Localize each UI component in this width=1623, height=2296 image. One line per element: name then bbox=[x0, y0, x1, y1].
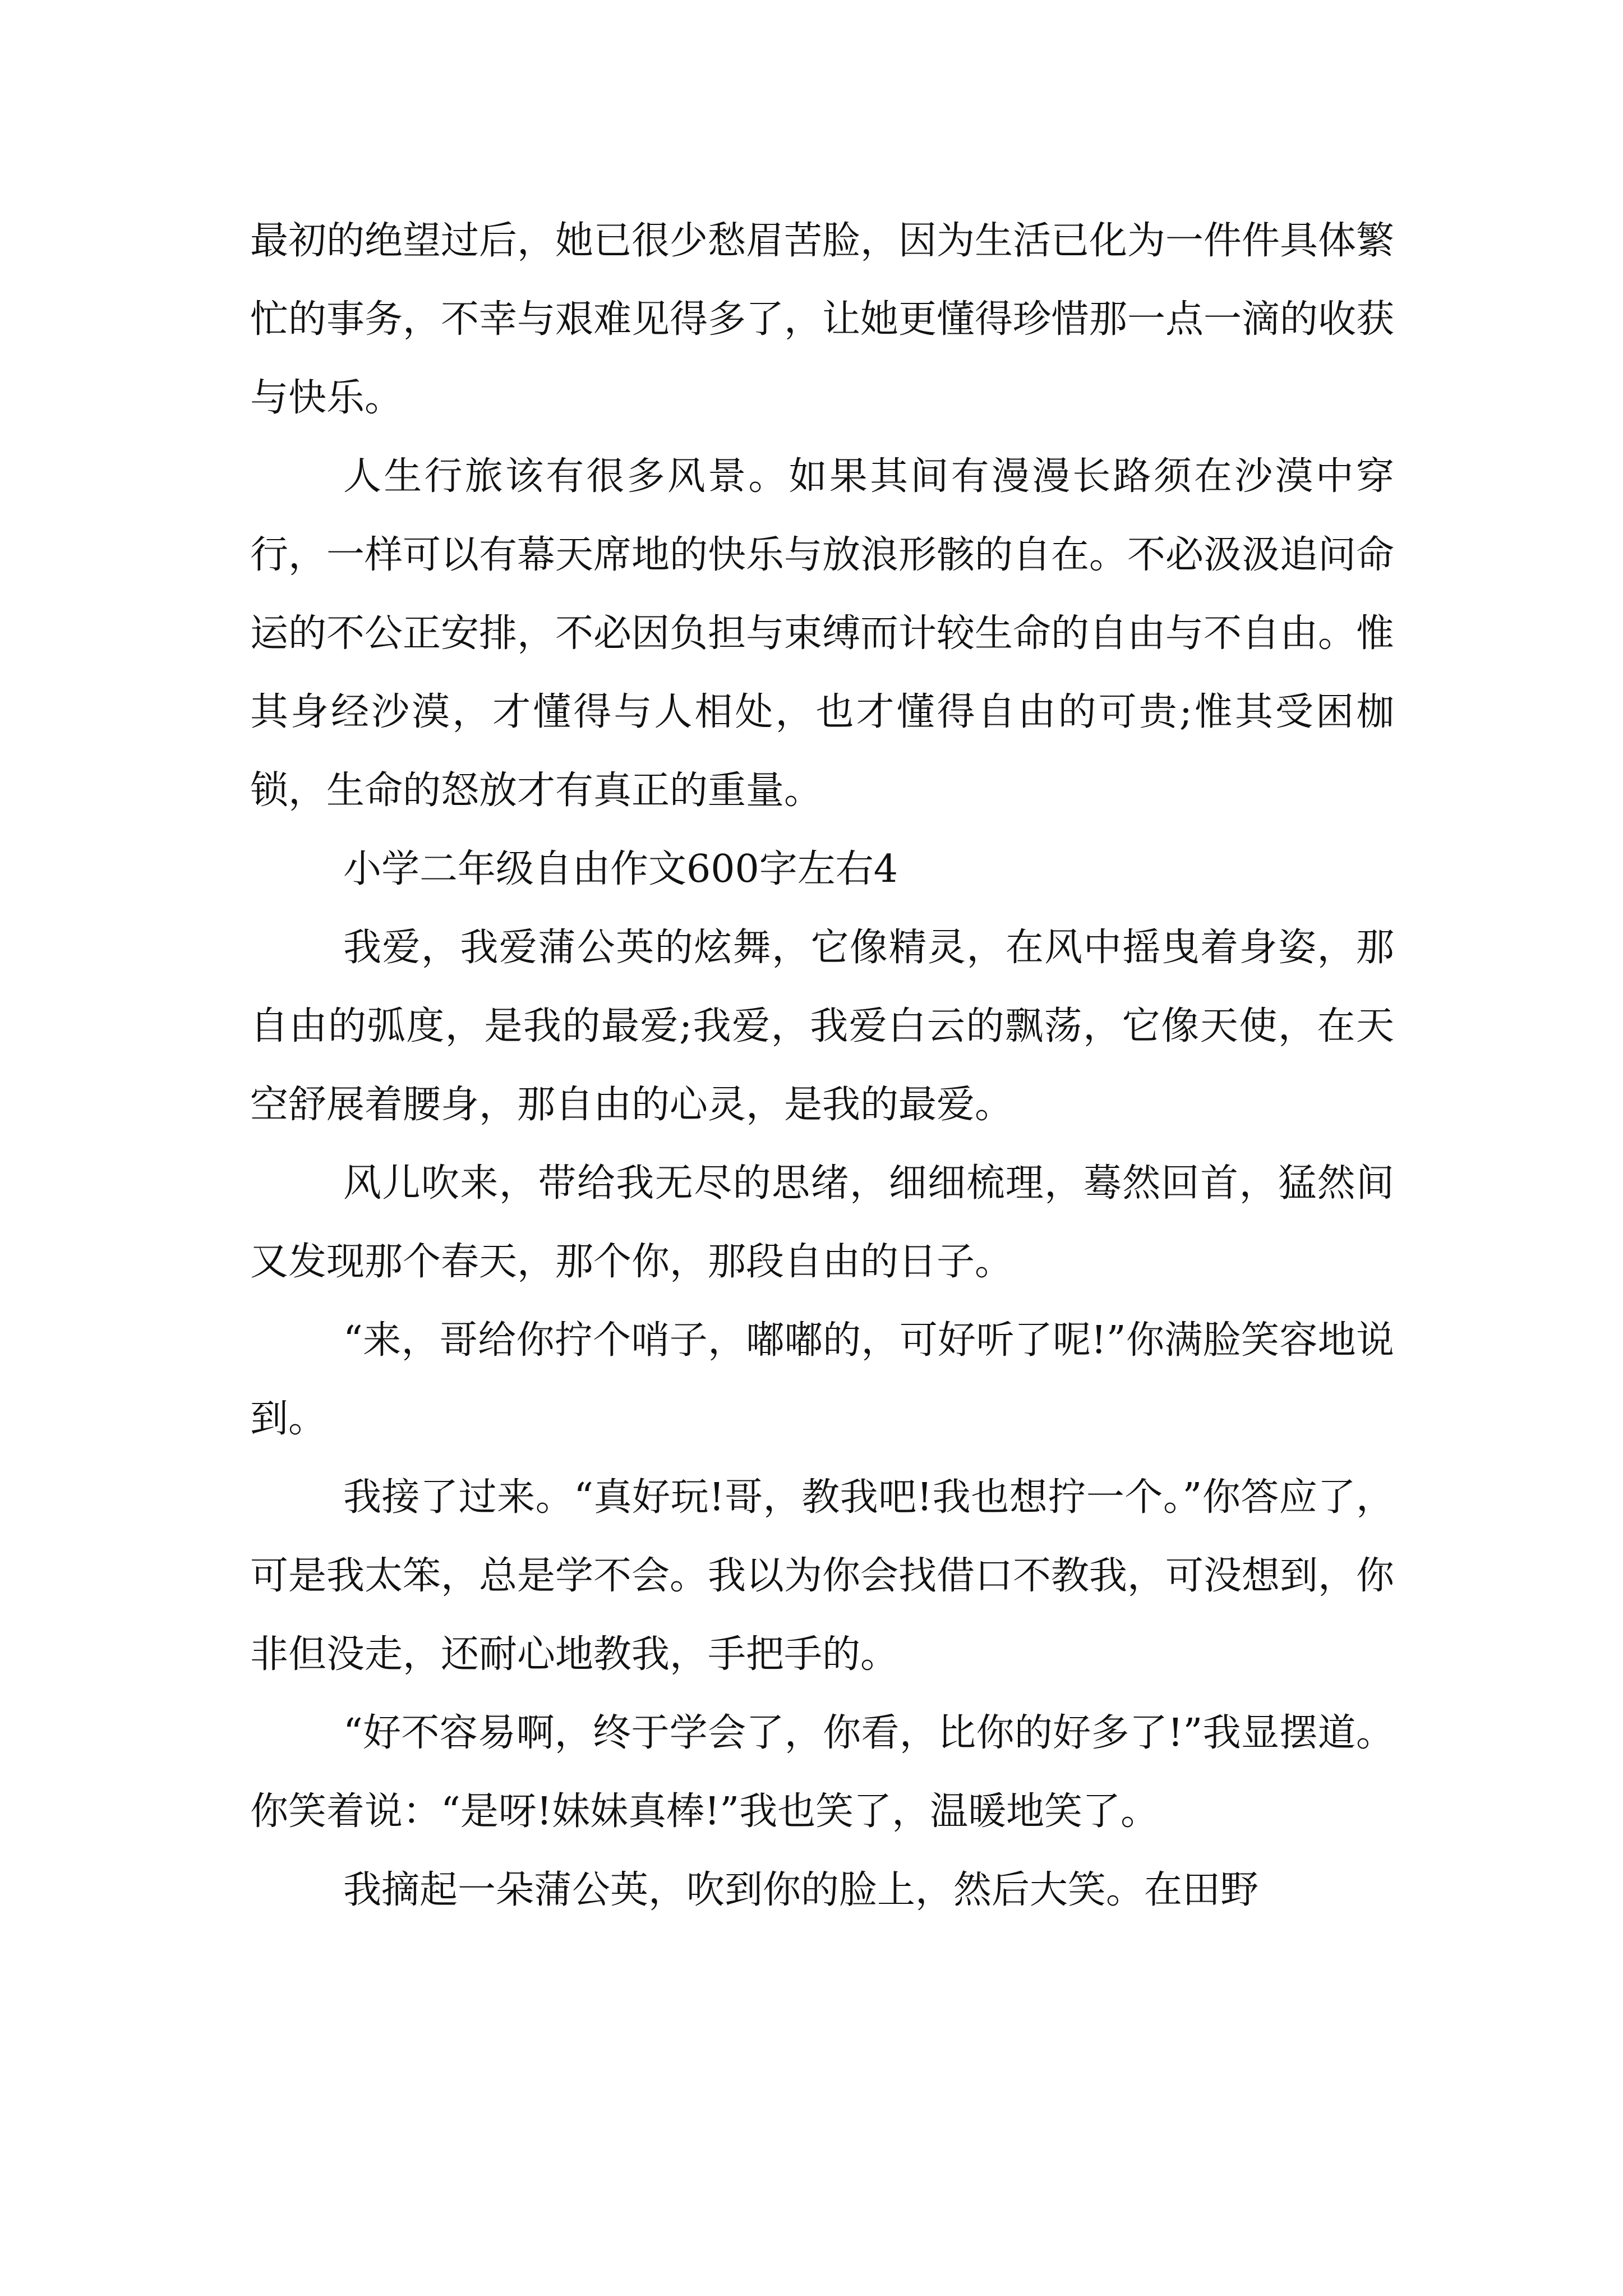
paragraph: 人生行旅该有很多风景。如果其间有漫漫长路须在沙漠中穿行，一样可以有幕天席地的快乐与放浪形骸的自在。不必汲汲追问命运的不公正安排，不必因负担与束缚而计较生命的自由与不自由。惟其身经沙漠，才懂得与人相处，也才懂得自由的可贵;惟其受困枷锁，生命的怒放才有真正的重量。 bbox=[250, 454, 1395, 813]
paragraph: 最初的绝望过后，她已很少愁眉苦脸，因为生活已化为一件件具体繁忙的事务，不幸与艰难见得多了，让她更懂得珍惜那一点一滴的收获与快乐。 bbox=[250, 219, 1395, 420]
section-heading: 小学二年级自由作文600字左右4 bbox=[343, 847, 898, 891]
paragraph: 我接了过来。“真好玩!哥，教我吧!我也想拧一个。”你答应了，可是我太笨，总是学不会。我以为你会找借口不教我，可没想到，你非但没走，还耐心地教我，手把手的。 bbox=[250, 1475, 1395, 1677]
paragraph: “来，哥给你拧个哨子，嘟嘟的，可好听了呢!”你满脸笑容地说到。 bbox=[250, 1318, 1394, 1441]
paragraph: 风儿吹来，带给我无尽的思绪，细细梳理，蓦然回首，猛然间又发现那个春天，那个你，那段自由的日子。 bbox=[250, 1161, 1394, 1284]
paragraph: “好不容易啊，终于学会了，你看，比你的好多了!”我显摆道。你笑着说：“是呀!妹妹真棒!”我也笑了，温暖地笑了。 bbox=[250, 1711, 1394, 1834]
document-body bbox=[250, 202, 1394, 1930]
paragraph: 我爱，我爱蒲公英的炫舞，它像精灵，在风中摇曳着身姿，那自由的弧度，是我的最爱;我爱，我爱白云的飘荡，它像天使，在天空舒展着腰身，那自由的心灵，是我的最爱。 bbox=[250, 926, 1394, 1127]
paragraph: 我摘起一朵蒲公英，吹到你的脸上，然后大笑。在田野 bbox=[343, 1868, 1259, 1912]
